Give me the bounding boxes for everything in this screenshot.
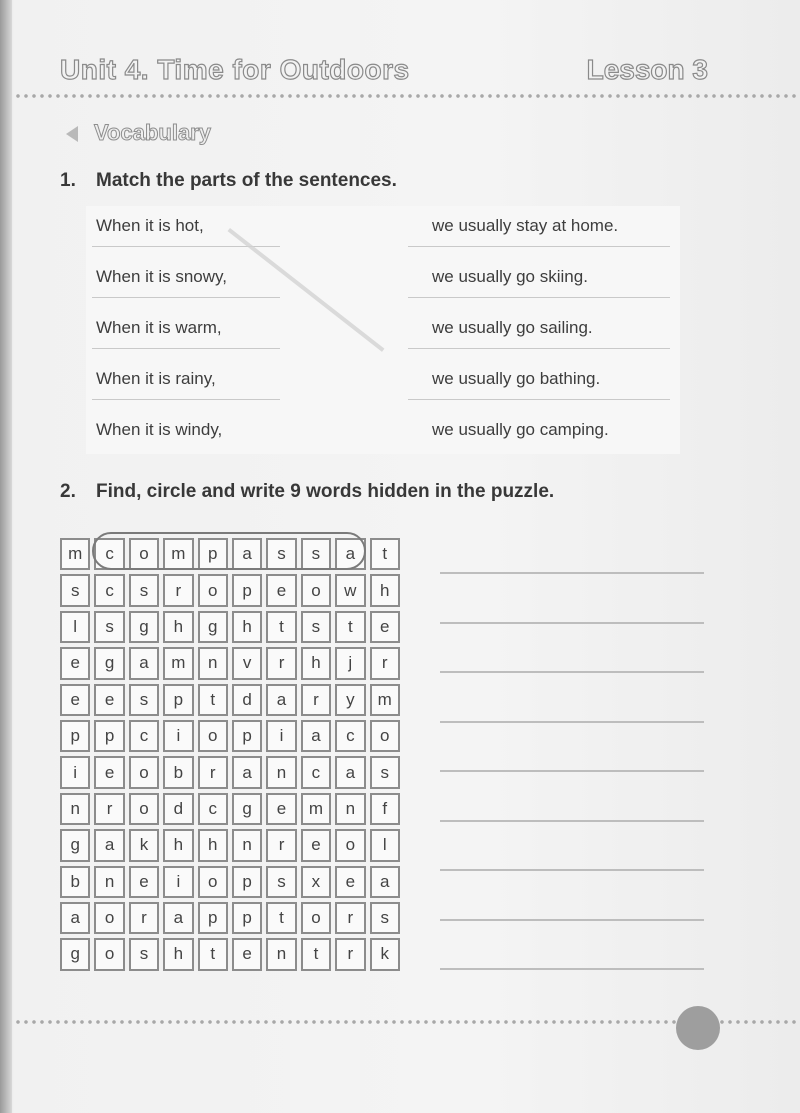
task2-heading [60,481,554,503]
puzzle-cell[interactable]: e [266,574,296,606]
task1-heading [60,170,397,192]
puzzle-cell[interactable]: i [60,756,90,788]
puzzle-cell[interactable]: p [163,684,193,716]
answer-line[interactable] [440,671,704,673]
divider [408,399,670,400]
match-right-item[interactable]: we usually go bathing. [432,369,601,388]
puzzle-cell[interactable]: b [60,866,90,898]
puzzle-cell[interactable]: s [301,538,331,570]
puzzle-cell[interactable]: r [266,647,296,679]
task2-instruction: Find, circle and write 9 words hidden in the puzzle. [96,481,555,502]
puzzle-cell[interactable]: i [163,866,193,898]
puzzle-cell[interactable]: s [129,574,159,606]
puzzle-cell[interactable]: e [60,684,90,716]
divider [92,348,280,349]
puzzle-cell[interactable]: s [266,866,296,898]
puzzle-cell[interactable]: r [94,793,124,825]
puzzle-cell[interactable]: e [60,647,90,679]
divider [408,348,670,349]
match-left-item[interactable]: When it is snowy, [96,267,228,286]
puzzle-cell[interactable]: i [266,720,296,752]
puzzle-cell[interactable]: k [370,938,400,970]
puzzle-cell[interactable]: s [60,574,90,606]
puzzle-cell[interactable]: s [94,611,124,643]
puzzle-cell[interactable]: r [129,902,159,934]
puzzle-cell[interactable]: e [266,793,296,825]
puzzle-cell[interactable]: w [335,574,365,606]
puzzle-cell[interactable]: n [266,756,296,788]
puzzle-cell[interactable]: c [301,756,331,788]
puzzle-cell[interactable]: t [370,538,400,570]
puzzle-cell[interactable]: h [198,829,228,861]
puzzle-cell[interactable]: p [94,720,124,752]
match-left-item[interactable]: When it is windy, [96,420,223,439]
puzzle-cell[interactable]: a [163,902,193,934]
puzzle-cell[interactable]: g [94,647,124,679]
answer-line[interactable] [440,572,704,574]
puzzle-cell[interactable]: e [94,756,124,788]
unit-title: Unit 4. Time for Outdoors [60,54,410,85]
task2-number: 2. [60,481,76,502]
task1-instruction: Match the parts of the sentences. [96,170,397,191]
puzzle-cell[interactable]: r [335,902,365,934]
puzzle-cell[interactable]: b [163,756,193,788]
puzzle-cell[interactable]: g [129,611,159,643]
divider [408,297,670,298]
word-search-grid [58,536,402,973]
puzzle-cell[interactable]: e [301,829,331,861]
puzzle-cell[interactable]: a [232,538,262,570]
matching-exercise [86,206,680,454]
puzzle-cell[interactable]: g [60,829,90,861]
puzzle-cell[interactable]: c [94,574,124,606]
match-right-item[interactable]: we usually stay at home. [432,216,619,235]
puzzle-cell[interactable]: n [266,938,296,970]
puzzle-cell[interactable]: h [163,829,193,861]
puzzle-cell[interactable]: h [163,611,193,643]
puzzle-cell[interactable]: e [335,866,365,898]
puzzle-cell[interactable]: t [198,684,228,716]
puzzle-cell[interactable]: p [232,720,262,752]
puzzle-cell[interactable]: a [266,684,296,716]
match-right-item[interactable]: we usually go camping. [432,420,609,439]
puzzle-cell[interactable]: m [163,538,193,570]
puzzle-cell[interactable]: g [198,611,228,643]
puzzle-cell[interactable]: o [198,574,228,606]
puzzle-cell[interactable]: f [370,793,400,825]
puzzle-cell[interactable]: n [198,647,228,679]
answer-line[interactable] [440,721,704,723]
page-number-badge [676,1006,720,1050]
puzzle-cell[interactable]: r [266,829,296,861]
puzzle-cell[interactable]: s [129,938,159,970]
answer-line[interactable] [440,968,704,970]
puzzle-cell[interactable]: o [370,720,400,752]
puzzle-cell[interactable]: g [60,938,90,970]
puzzle-cell[interactable]: k [129,829,159,861]
puzzle-cell[interactable]: r [335,938,365,970]
divider [92,399,280,400]
puzzle-cell[interactable]: h [370,574,400,606]
puzzle-cell[interactable]: o [129,756,159,788]
puzzle-cell[interactable]: o [198,720,228,752]
puzzle-cell[interactable]: c [94,538,124,570]
puzzle-cell[interactable]: d [163,793,193,825]
puzzle-cell[interactable]: s [370,756,400,788]
puzzle-cell[interactable]: g [232,793,262,825]
match-right-item[interactable]: we usually go sailing. [432,318,593,337]
puzzle-cell[interactable]: p [232,574,262,606]
puzzle-cell[interactable]: p [232,866,262,898]
puzzle-cell[interactable]: a [301,720,331,752]
puzzle-cell[interactable]: h [163,938,193,970]
answer-line[interactable] [440,869,704,871]
divider [408,246,670,247]
puzzle-cell[interactable]: i [163,720,193,752]
puzzle-cell[interactable]: o [335,829,365,861]
puzzle-cell[interactable]: l [370,829,400,861]
match-left-item[interactable]: When it is hot, [96,216,204,235]
puzzle-cell[interactable]: a [94,829,124,861]
word-circle-mark [92,532,366,570]
puzzle-cell[interactable]: m [370,684,400,716]
puzzle-cell[interactable]: r [163,574,193,606]
puzzle-cell[interactable]: s [370,902,400,934]
puzzle-cell[interactable]: r [198,756,228,788]
puzzle-cell[interactable]: c [335,720,365,752]
match-left-item[interactable]: When it is warm, [96,318,222,337]
puzzle-cell[interactable]: c [198,793,228,825]
puzzle-cell[interactable]: a [129,647,159,679]
match-row [86,359,680,409]
answer-line[interactable] [440,770,704,772]
puzzle-cell[interactable]: e [370,611,400,643]
puzzle-cell[interactable]: o [301,902,331,934]
puzzle-cell[interactable]: h [232,611,262,643]
puzzle-cell[interactable]: s [301,611,331,643]
lesson-label: Lesson 3 [586,54,708,85]
task1-number: 1. [60,170,76,191]
puzzle-cell[interactable]: p [198,538,228,570]
match-right-item[interactable]: we usually go skiing. [432,267,588,286]
puzzle-cell[interactable]: r [301,684,331,716]
puzzle-cell[interactable]: t [266,902,296,934]
puzzle-cell[interactable]: a [335,538,365,570]
puzzle-cell[interactable]: t [301,938,331,970]
puzzle-cell[interactable]: m [163,647,193,679]
puzzle-cell[interactable]: o [129,538,159,570]
puzzle-cell[interactable]: r [370,647,400,679]
match-row [86,257,680,307]
puzzle-cell[interactable]: l [60,611,90,643]
puzzle-cell[interactable]: p [232,902,262,934]
puzzle-cell[interactable]: s [129,684,159,716]
puzzle-cell[interactable]: n [232,829,262,861]
answer-line[interactable] [440,622,704,624]
puzzle-cell[interactable]: v [232,647,262,679]
puzzle-cell[interactable]: d [232,684,262,716]
puzzle-cell[interactable]: t [198,938,228,970]
puzzle-cell[interactable]: s [266,538,296,570]
puzzle-cell[interactable]: y [335,684,365,716]
puzzle-cell[interactable]: c [129,720,159,752]
match-left-item[interactable]: When it is rainy, [96,369,216,388]
puzzle-cell[interactable]: m [60,538,90,570]
match-row [86,410,680,460]
answer-line[interactable] [440,919,704,921]
puzzle-cell[interactable]: a [232,756,262,788]
puzzle-cell[interactable]: o [94,938,124,970]
puzzle-cell[interactable]: o [198,866,228,898]
answer-line[interactable] [440,820,704,822]
puzzle-cell[interactable]: o [129,793,159,825]
match-row [86,206,680,256]
puzzle-cell[interactable]: n [60,793,90,825]
puzzle-cell[interactable]: a [60,902,90,934]
header-divider [14,92,800,100]
puzzle-cell[interactable]: e [129,866,159,898]
divider [92,297,280,298]
puzzle-cell[interactable]: n [335,793,365,825]
puzzle-cell[interactable]: p [198,902,228,934]
puzzle-cell[interactable]: e [94,684,124,716]
puzzle-cell[interactable]: o [301,574,331,606]
puzzle-cell[interactable]: j [335,647,365,679]
puzzle-cell[interactable]: p [60,720,90,752]
puzzle-cell[interactable]: n [94,866,124,898]
section-title: Vocabulary [94,120,211,145]
puzzle-cell[interactable]: a [370,866,400,898]
section-arrow-icon [66,126,78,142]
puzzle-cell[interactable]: h [301,647,331,679]
book-spine [0,0,12,1113]
puzzle-cell[interactable]: m [301,793,331,825]
puzzle-cell[interactable]: o [94,902,124,934]
puzzle-cell[interactable]: e [232,938,262,970]
puzzle-cell[interactable]: a [335,756,365,788]
puzzle-cell[interactable]: t [335,611,365,643]
puzzle-cell[interactable]: x [301,866,331,898]
puzzle-cell[interactable]: t [266,611,296,643]
